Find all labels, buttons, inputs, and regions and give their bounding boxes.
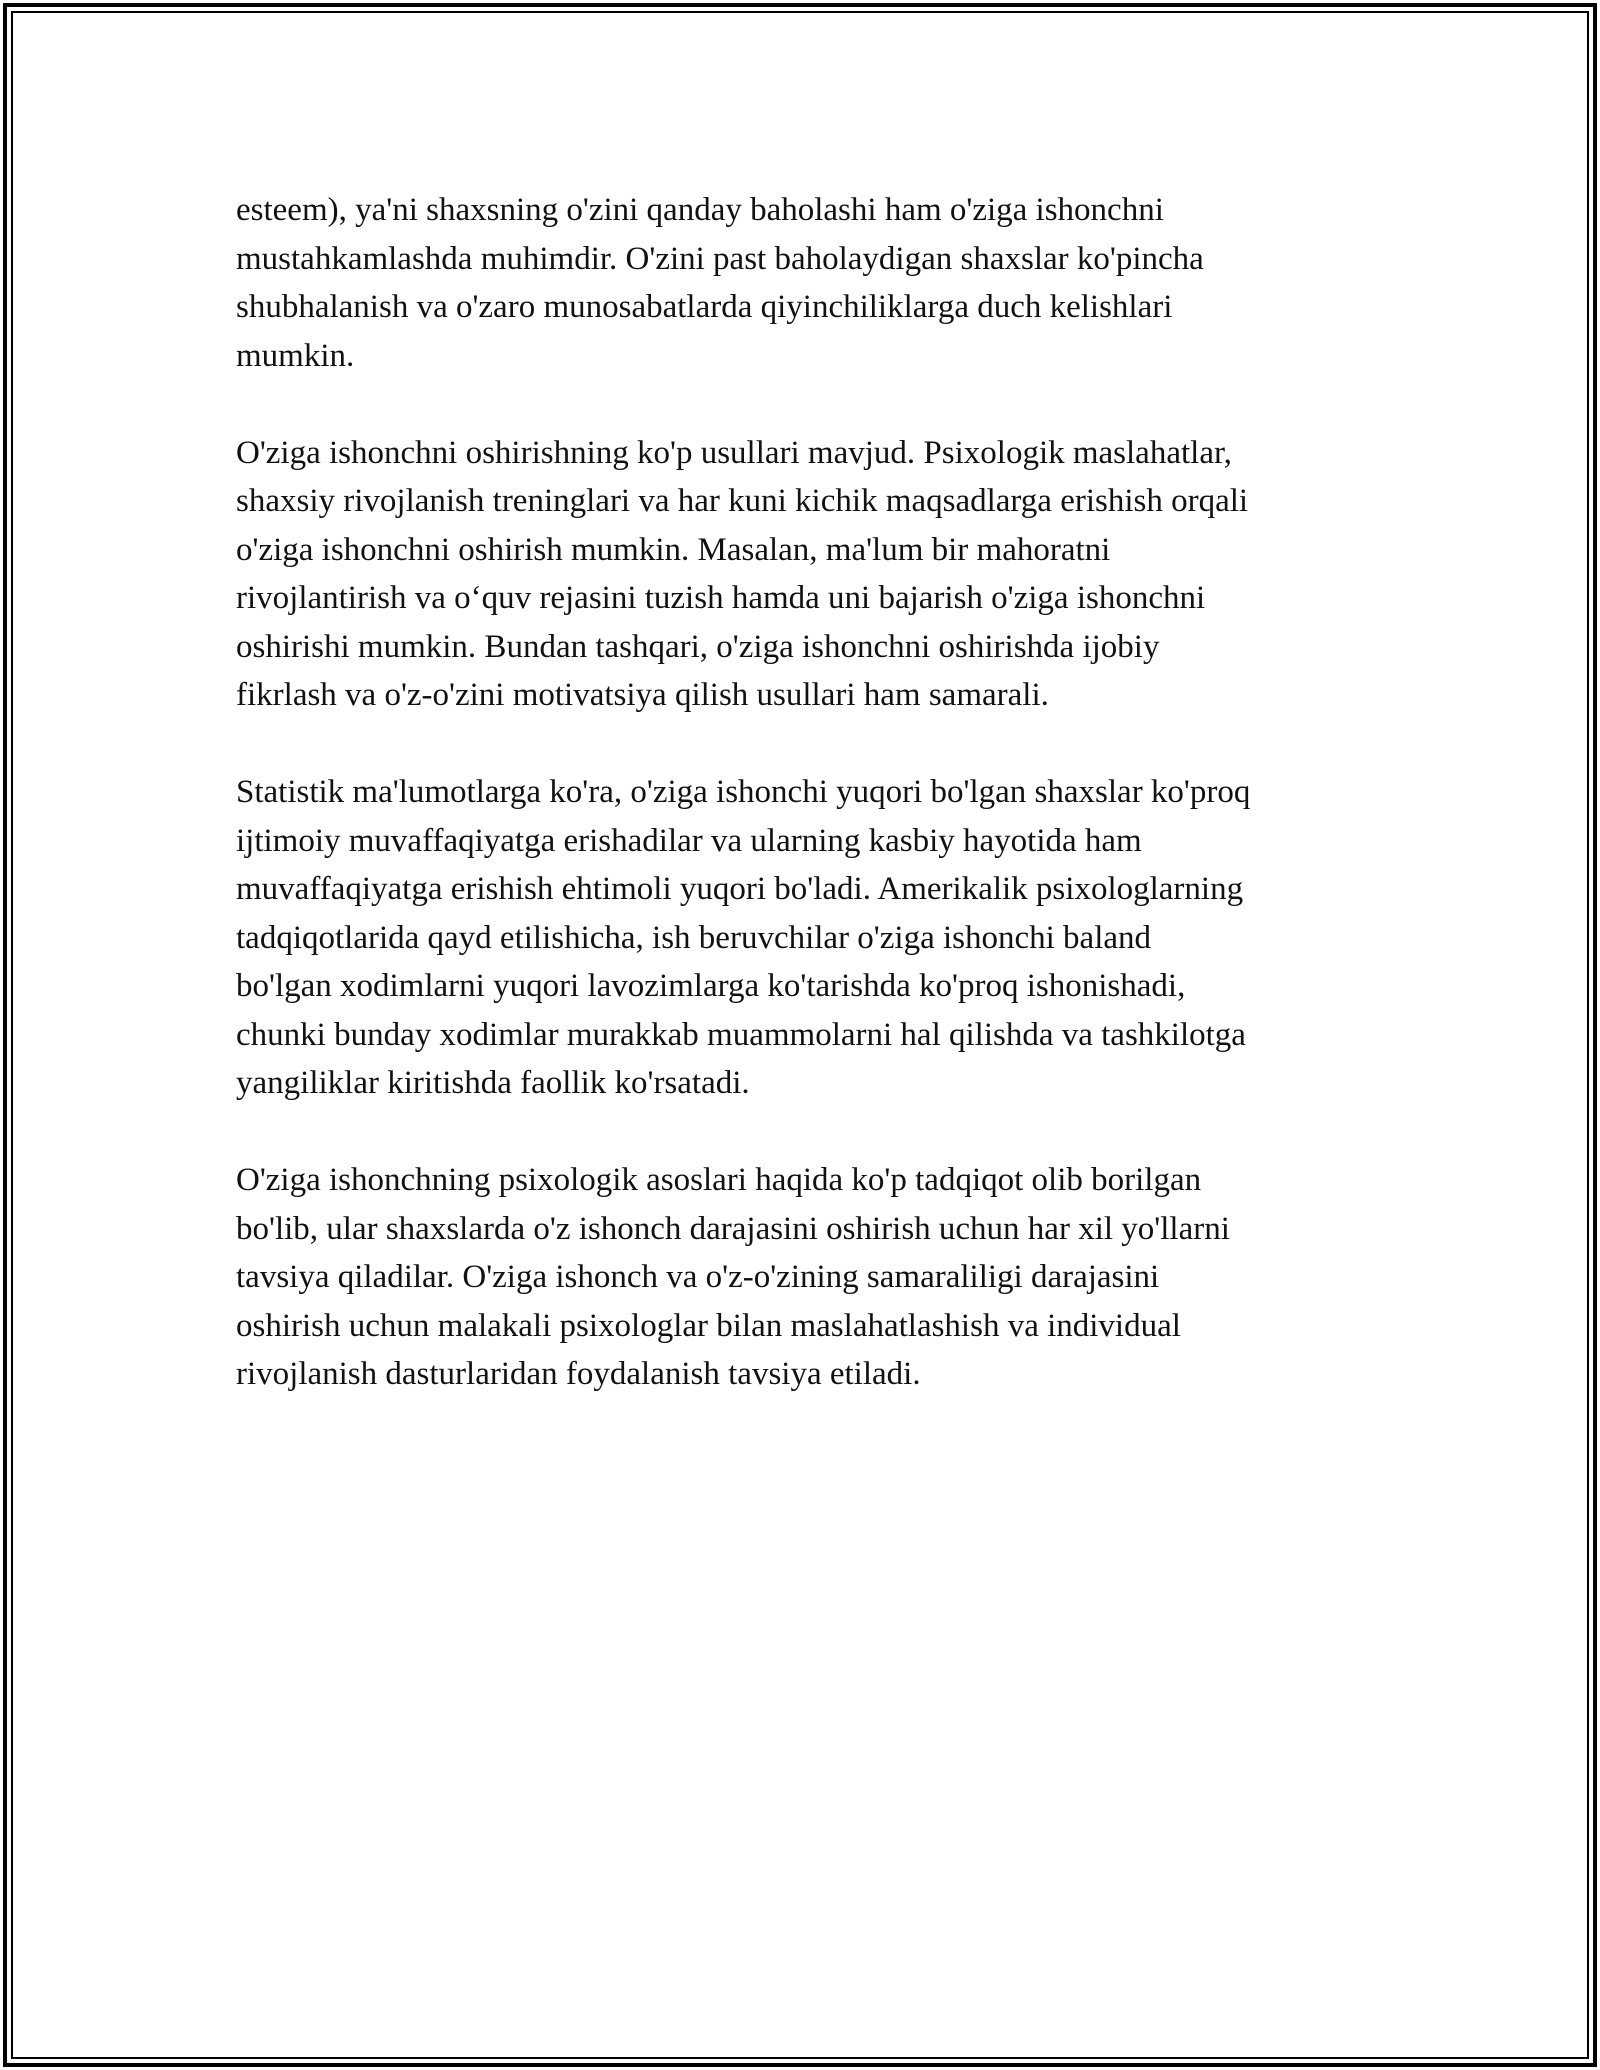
paragraph-2: O'ziga ishonchni oshirishning ko'p usullari mavjud. Psixologik maslahatlar, shaxsiy rivojlanish treninglari va har kuni kichik maqsadlarga erishish orqali o'ziga ishonchni oshirish mumkin. Masalan, ma'lum bir mahoratni rivojlantirish va o‘quv rejasini tuzish hamda uni bajarish o'ziga ishonchni oshirishi mumkin. Bundan tashqari, o'ziga ishonchni oshirishda ijobiy fikrlash va o'z-o'zini motivatsiya qilish usullari ham samarali. (236, 434, 1249, 713)
paragraph-3: Statistik ma'lumotlarga ko'ra, o'ziga ishonchi yuqori bo'lgan shaxslar ko'proq ijtimoiy muvaffaqiyatga erishadilar va ularning kasbiy hayotida ham muvaffaqiyatga erishish ehtimoli yuqori bo'ladi. Amerikalik psixologlarning tadqiqotlarida qayd etilishicha, ish beruvchilar o'ziga ishonchi baland bo'lgan xodimlarni yuqori lavozimlarga ko'tarishda ko'proq ishonishadi, chunki bunday xodimlar murakkab muammolarni hal qilishda va tashkilotga yangiliklar kiritishda faollik ko'rsatadi. (236, 774, 1251, 1101)
paragraph-1: esteem), ya'ni shaxsning o'zini qanday baholashi ham o'ziga ishonchni mustahkamlashda muhimdir. O'zini past baholaydigan shaxslar ko'pincha shubhalanish va o'zaro munosabatlarda qiyinchiliklarga duch kelishlari mumkin. (236, 192, 1204, 374)
document-body (236, 186, 1386, 1447)
paragraph-4: O'ziga ishonchning psixologik asoslari haqida ko'p tadqiqot olib borilgan bo'lib, ular shaxslarda o'z ishonch darajasini oshirish uchun har xil yo'llarni tavsiya qiladilar. O'ziga ishonch va o'z-o'zining samaraliligi darajasini oshirish uchun malakali psixologlar bilan maslahatlashish va individual rivojlanish dasturlaridan foydalanish tavsiya etiladi. (236, 1162, 1230, 1392)
